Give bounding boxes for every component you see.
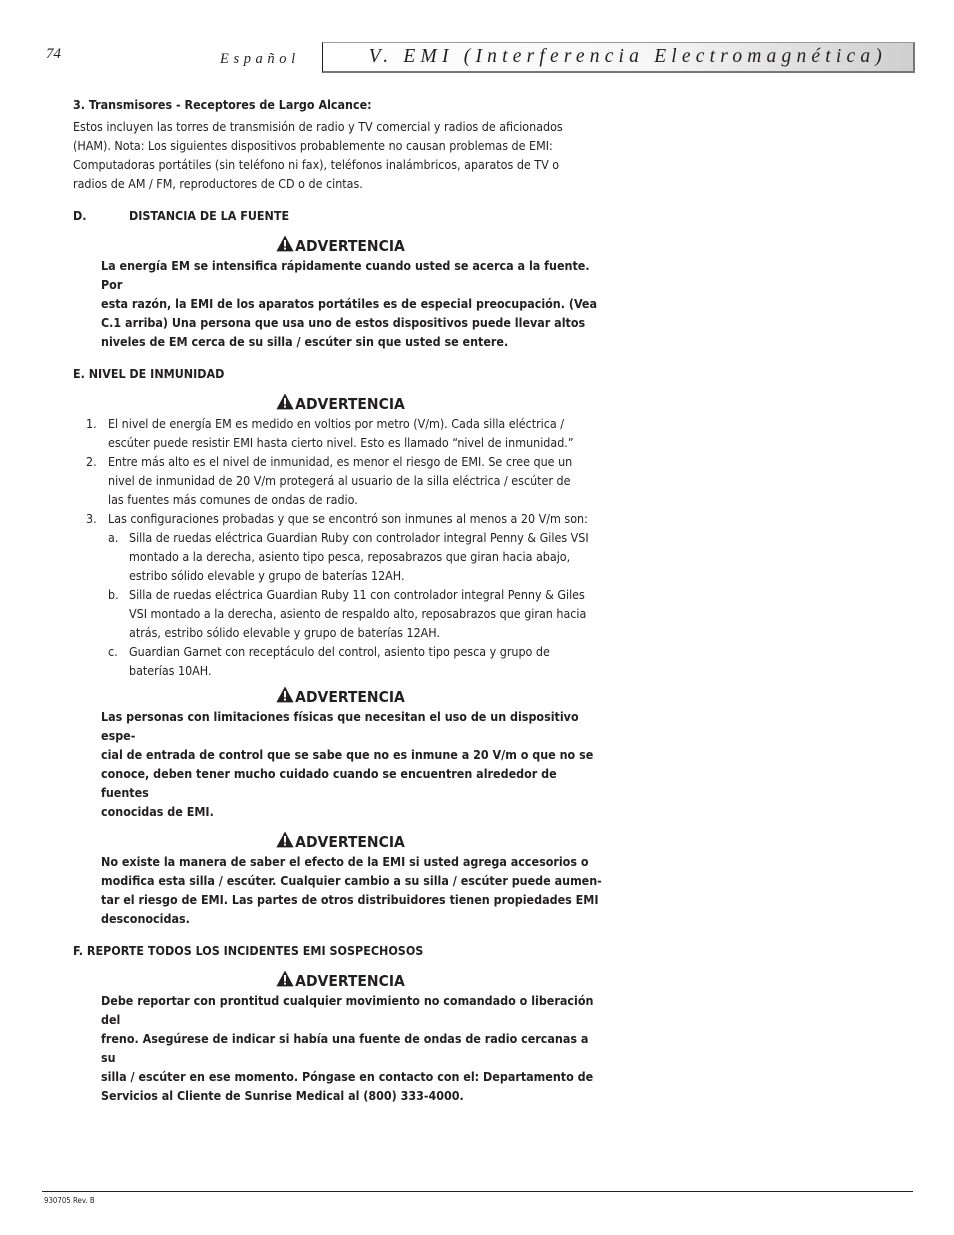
- list-number: 2.: [86, 454, 97, 469]
- list-item: [86, 509, 608, 680]
- warning-triangle-icon: [276, 831, 294, 848]
- list-line: las fuentes más comunes de ondas de radio.: [108, 492, 358, 507]
- section-e-heading: E. NIVEL DE INMUNIDAD: [73, 366, 225, 381]
- warning-line: niveles de EM cerca de su silla / escúter sin que usted se entere.: [101, 334, 509, 349]
- sub-list-letter: a.: [108, 530, 119, 545]
- warning-line: modifica esta silla / escúter. Cualquier cambio a su silla / escúter puede aumen-: [101, 873, 602, 888]
- warning-line: cial de entrada de control que se sabe que no es inmune a 20 V/m o que no se: [101, 747, 594, 762]
- warning-line: esta razón, la EMI de los aparatos portátiles es de especial preocupación. (Vea: [101, 296, 597, 311]
- sub-list-item: [108, 642, 608, 680]
- language-label: Español: [220, 51, 300, 67]
- sub-list-line: atrás, estribo sólido elevable y grupo de baterías 12AH.: [129, 625, 441, 640]
- warning-line: La energía EM se intensifica rápidamente cuando usted se acerca a la fuente. Por: [101, 258, 590, 292]
- immunity-list: [86, 414, 608, 680]
- warning-triangle-icon: [276, 393, 294, 410]
- warning-heading: [73, 831, 608, 852]
- warning-label: ADVERTENCIA: [295, 688, 405, 706]
- warning-line: tar el riesgo de EMI. Las partes de otros distribuidores tienen propiedades EMI: [101, 892, 599, 907]
- sub-list-line: Silla de ruedas eléctrica Guardian Ruby con controlador integral Penny & Giles VSI: [129, 530, 589, 545]
- sub-list-item: [108, 585, 608, 642]
- warning-text: [101, 256, 605, 351]
- page-header: [42, 42, 913, 72]
- warning-label: ADVERTENCIA: [295, 972, 405, 990]
- section-3-heading: 3. Transmisores - Receptores de Largo Alcance:: [73, 97, 372, 112]
- sub-list-item: [108, 528, 608, 585]
- list-item: [86, 414, 608, 452]
- sub-list-line: montado a la derecha, asiento tipo pesca, reposabrazos que giran hacia abajo,: [129, 549, 571, 564]
- warning-line: conoce, deben tener mucho cuidado cuando se encuentren alrededor de fuentes: [101, 766, 557, 800]
- list-line: El nivel de energía EM es medido en voltios por metro (V/m). Cada silla eléctrica /: [108, 416, 565, 431]
- warning-line: desconocidas.: [101, 911, 190, 926]
- warning-label: ADVERTENCIA: [295, 237, 405, 255]
- page-content: [73, 95, 608, 1105]
- list-line: Las configuraciones probadas y que se encontró son inmunes al menos a 20 V/m son:: [108, 511, 588, 526]
- warning-heading: [73, 393, 608, 414]
- warning-text: [101, 991, 605, 1105]
- section-3-line: radios de AM / FM, reproductores de CD o de cintas.: [73, 176, 363, 191]
- warning-triangle-icon: [276, 686, 294, 703]
- warning-line: C.1 arriba) Una persona que usa uno de estos dispositivos puede llevar altos: [101, 315, 586, 330]
- section-d-heading: [73, 206, 608, 225]
- section-3-line: Computadoras portátiles (sin teléfono ni fax), teléfonos inalámbricos, aparatos de TV o: [73, 157, 560, 172]
- warning-line: Las personas con limitaciones físicas que necesitan el uso de un dispositivo espe-: [101, 709, 579, 743]
- sub-list-letter: b.: [108, 587, 119, 602]
- warning-line: freno. Asegúrese de indicar si había una fuente de ondas de radio cercanas a su: [101, 1031, 589, 1065]
- warning-line: No existe la manera de saber el efecto de la EMI si usted agrega accesorios o: [101, 854, 589, 869]
- list-line: nivel de inmunidad de 20 V/m protegerá al usuario de la silla eléctrica / escúter de: [108, 473, 571, 488]
- warning-triangle-icon: [276, 235, 294, 252]
- list-line: escúter puede resistir EMI hasta cierto nivel. Esto es llamado “nivel de inmunidad.”: [108, 435, 574, 450]
- warning-heading: [73, 686, 608, 707]
- section-3-line: Estos incluyen las torres de transmisión de radio y TV comercial y radios de aficionados: [73, 119, 563, 134]
- warning-text: [101, 707, 605, 821]
- sub-list-line: VSI montado a la derecha, asiento de respaldo alto, reposabrazos que giran hacia: [129, 606, 587, 621]
- section-d-title: DISTANCIA DE LA FUENTE: [129, 208, 290, 223]
- sub-list-letter: c.: [108, 644, 118, 659]
- sub-list-line: Guardian Garnet con receptáculo del control, asiento tipo pesca y grupo de: [129, 644, 550, 659]
- sub-list-line: baterías 10AH.: [129, 663, 212, 678]
- warning-line: Servicios al Cliente de Sunrise Medical al (800) 333-4000.: [101, 1088, 464, 1103]
- document-number: 930705 Rev. B: [44, 1196, 95, 1205]
- list-number: 3.: [86, 511, 97, 526]
- chapter-title: V. EMI (Interferencia Electromagnética): [368, 46, 887, 67]
- sub-list-line: estribo sólido elevable y grupo de baterías 12AH.: [129, 568, 405, 583]
- warning-line: Debe reportar con prontitud cualquier movimiento no comandado o liberación del: [101, 993, 594, 1027]
- warning-text: [101, 852, 605, 928]
- warning-label: ADVERTENCIA: [295, 833, 405, 851]
- configuration-list: [108, 528, 608, 680]
- warning-heading: [73, 235, 608, 256]
- warning-triangle-icon: [276, 970, 294, 987]
- list-line: Entre más alto es el nivel de inmunidad, es menor el riesgo de EMI. Se cree que un: [108, 454, 573, 469]
- warning-label: ADVERTENCIA: [295, 395, 405, 413]
- list-item: [86, 452, 608, 509]
- warning-heading: [73, 970, 608, 991]
- sub-list-line: Silla de ruedas eléctrica Guardian Ruby 11 con controlador integral Penny & Giles: [129, 587, 585, 602]
- warning-line: silla / escúter en ese momento. Póngase en contacto con el: Departamento de: [101, 1069, 594, 1084]
- section-3-line: (HAM). Nota: Los siguientes dispositivos probablemente no causan problemas de EMI:: [73, 138, 553, 153]
- warning-line: conocidas de EMI.: [101, 804, 214, 819]
- page-number: 74: [46, 46, 61, 62]
- footer-divider: [42, 1191, 913, 1192]
- section-d-letter: D.: [73, 208, 87, 223]
- section-f-heading: F. REPORTE TODOS LOS INCIDENTES EMI SOSPECHOSOS: [73, 943, 424, 958]
- header-title-bar: [322, 42, 915, 73]
- list-number: 1.: [86, 416, 97, 431]
